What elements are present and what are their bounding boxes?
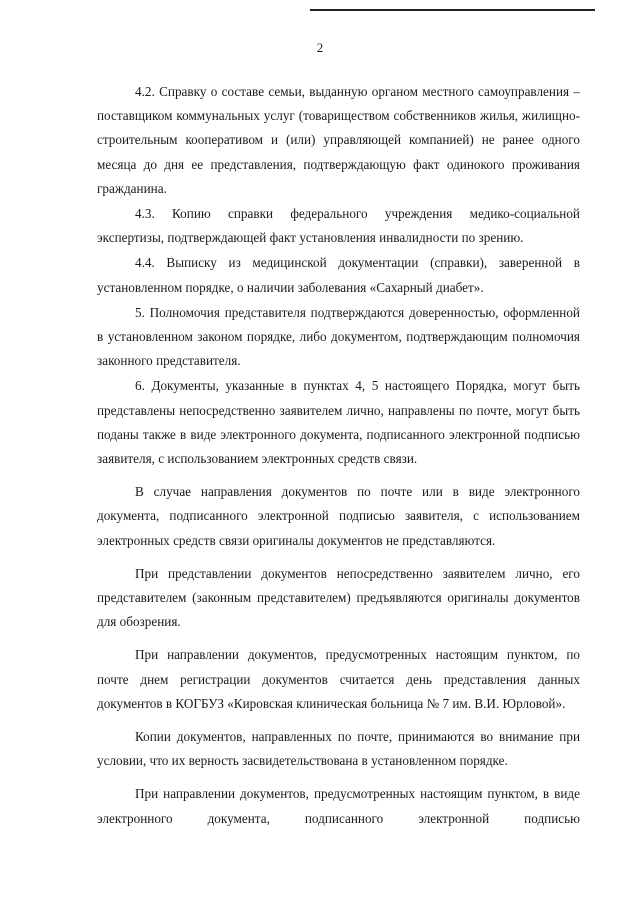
paragraph-mail-electronic: В случае направления документов по почте или в виде электронного документа, подписанного электронной подписью заявителя, с использованием электронных средств связи оригиналы документов не представляются. [97, 484, 580, 548]
paragraph-4-2: 4.2. Справку о составе семьи, выданную органом местного самоуправления – поставщиком коммунальных услуг (товариществом собственников жилья, жилищно-строительным кооперативом и (или) управляющей компанией) не ранее одного месяца до дня ее представления, подтверждающую факт одинокого проживания гражданина. [97, 84, 580, 196]
paragraph-copies: Копии документов, направленных по почте, принимаются во внимание при условии, что их верность засвидетельствована в установленном порядке. [97, 729, 580, 769]
document-body [97, 80, 580, 832]
page-number: 2 [316, 40, 324, 55]
paragraph-4-3: 4.3. Копию справки федерального учреждения медико-социальной экспертизы, подтверждающей факт установления инвалидности по зрению. [97, 206, 580, 246]
paragraph-electronic-submission: При направлении документов, предусмотренных настоящим пунктом, в виде электронного документа, подписанного электронной подписью [97, 786, 580, 826]
paragraph-registration-date: При направлении документов, предусмотренных настоящим пунктом, по почте днем регистрации документов считается день представления данных документов в КОГБУЗ «Кировская клиническая больница № 7 им. В.И. Юрловой». [97, 647, 580, 711]
paragraph-originals: При представлении документов непосредственно заявителем лично, его представителем (законным представителем) предъявляются оригиналы документов для обозрения. [97, 565, 580, 630]
paragraph-5: 5. Полномочия представителя подтверждаются доверенностью, оформленной в установленном законом порядке, либо документом, подтверждающим полномочия законного представителя. [97, 304, 580, 369]
paragraph-4-4: 4.4. Выписку из медицинской документации (справки), заверенной в установленном порядке, о наличии заболевания «Сахарный диабет». [97, 255, 580, 295]
header-rule [310, 9, 595, 11]
paragraph-6: 6. Документы, указанные в пунктах 4, 5 настоящего Порядка, могут быть представлены непосредственно заявителем лично, направлены по почте, могут быть поданы также в виде электронного документа, подписанного электронной подписью заявителя, с использованием электронных средств связи. [97, 378, 580, 467]
